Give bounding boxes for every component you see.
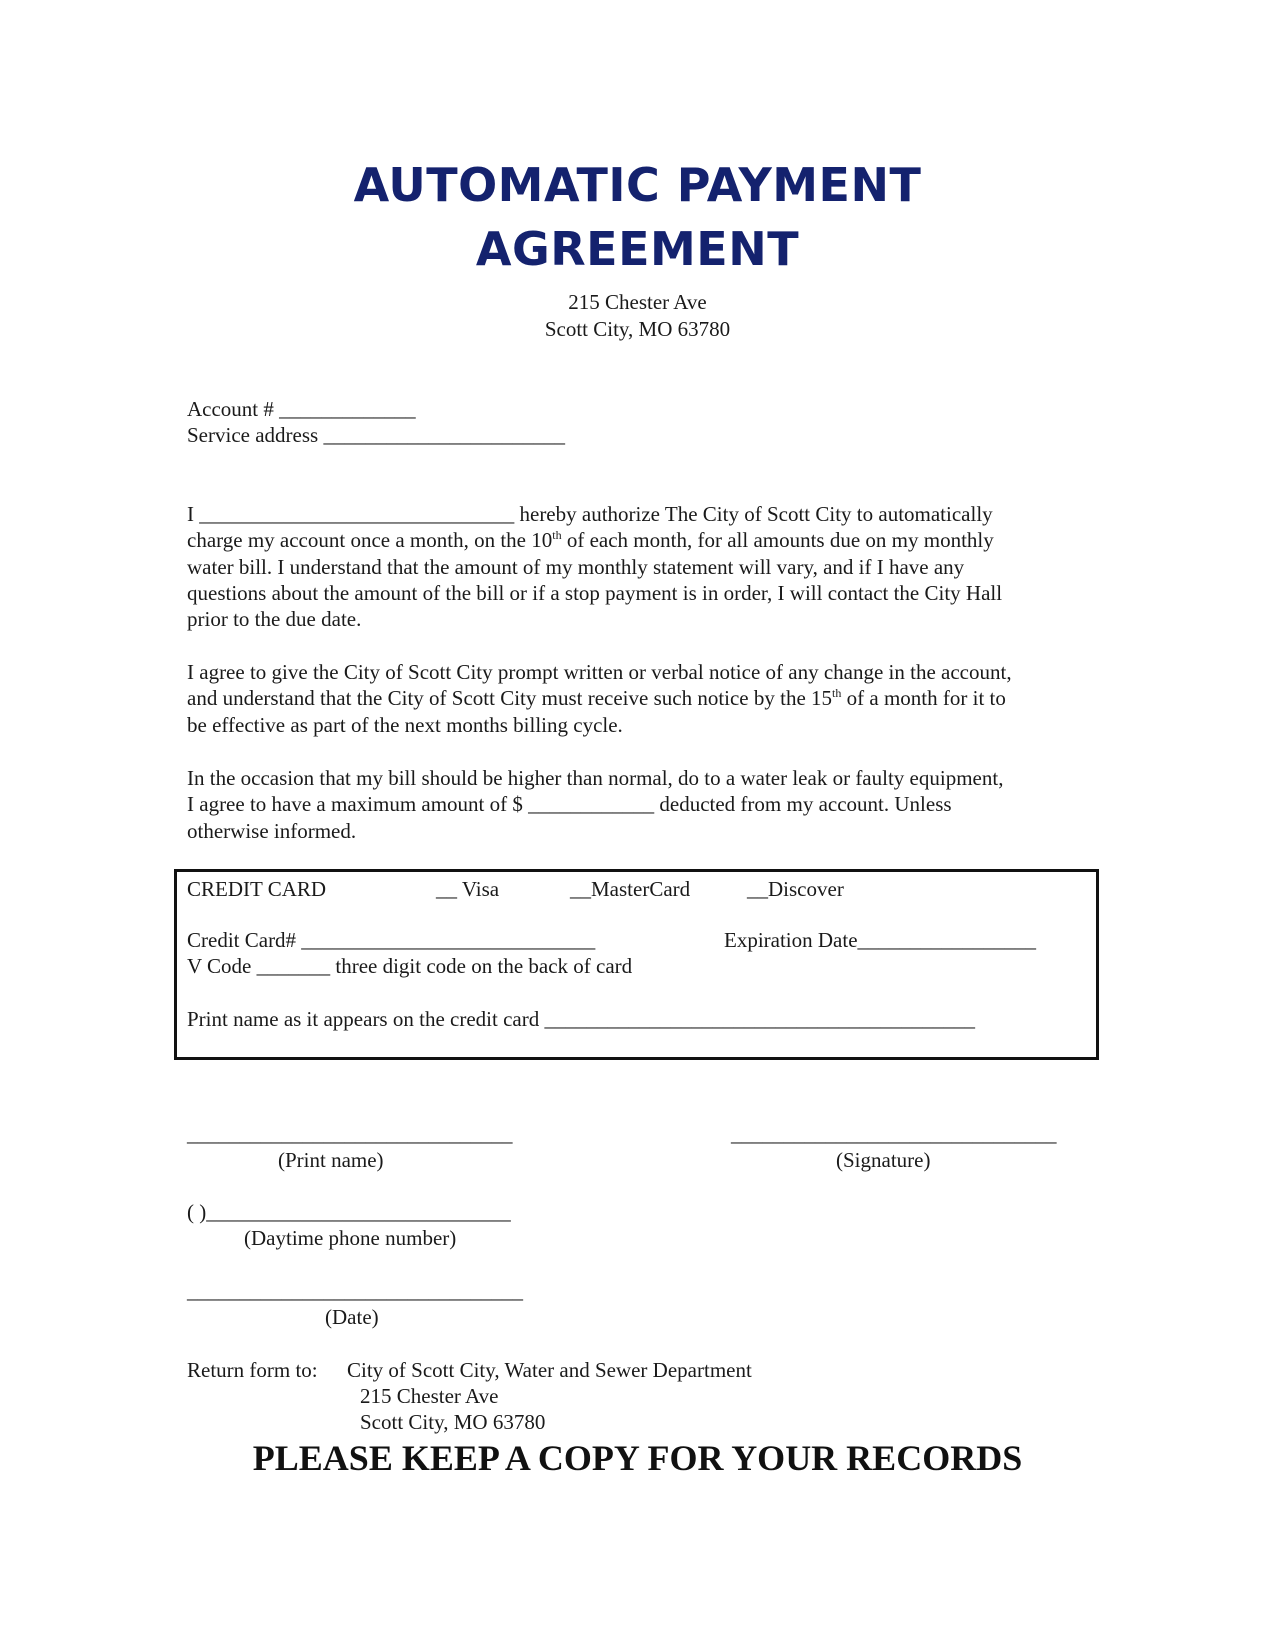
v-code-field[interactable]: V Code _______ three digit code on the back of card (187, 954, 633, 978)
authorization-line-5: prior to the due date. (187, 607, 362, 632)
page-title-line2: AGREEMENT (475, 222, 800, 276)
header-address-line2: Scott City, MO 63780 (544, 317, 731, 341)
return-address-line3: Scott City, MO 63780 (360, 1410, 546, 1434)
print-name-label: (Print name) (278, 1148, 384, 1172)
date-line[interactable]: ________________________________ (187, 1279, 523, 1303)
phone-line[interactable]: ( )_____________________________ (187, 1200, 511, 1224)
notice-line-3: be effective as part of the next months billing cycle. (187, 712, 623, 737)
phone-label: (Daytime phone number) (244, 1226, 457, 1250)
mastercard-option[interactable]: __MasterCard (570, 877, 691, 901)
account-number-field[interactable]: Account # _____________ (187, 397, 416, 421)
print-name-line[interactable]: _______________________________ (187, 1122, 513, 1146)
maximum-amount-paragraph (187, 765, 1092, 844)
authorization-line-3: water bill. I understand that the amount of my monthly statement will vary, and if I have any (187, 554, 965, 579)
return-address-line2: 215 Chester Ave (360, 1384, 499, 1408)
card-print-name-field[interactable]: Print name as it appears on the credit card _________________________________________ (187, 1007, 975, 1031)
signature-line[interactable]: _______________________________ (731, 1122, 1057, 1146)
authorization-paragraph (187, 501, 1092, 632)
notice-line-1: I agree to give the City of Scott City prompt written or verbal notice of any change in the account, (187, 660, 1012, 684)
date-label: (Date) (325, 1305, 379, 1329)
service-address-field[interactable]: Service address _______________________ (187, 423, 565, 447)
signature-label: (Signature) (836, 1148, 931, 1172)
keep-copy-notice: PLEASE KEEP A COPY FOR YOUR RECORDS (252, 1438, 1023, 1478)
credit-card-heading: CREDIT CARD (187, 877, 327, 901)
authorization-line-4: questions about the amount of the bill or if a stop payment is in order, I will contact the City Hall (187, 580, 1003, 605)
notice-paragraph (187, 659, 1092, 738)
return-address-line1: City of Scott City, Water and Sewer Department (347, 1358, 752, 1382)
notice-line-2: and understand that the City of Scott City must receive such notice by the 15th of a month for it to (187, 686, 1006, 711)
maximum-line-2[interactable]: I agree to have a maximum amount of $ ____________ deducted from my account. Unless (187, 792, 952, 817)
return-form-label: Return form to: (187, 1358, 318, 1382)
page-title-line1: AUTOMATIC PAYMENT (353, 158, 922, 212)
authorization-line-2: charge my account once a month, on the 10th of each month, for all amounts due on my monthly (187, 528, 994, 553)
authorization-line-1: I ______________________________ hereby authorize The City of Scott City to automatically (187, 502, 993, 526)
header-address-line1: 215 Chester Ave (568, 290, 707, 314)
visa-option[interactable]: __ Visa (436, 877, 500, 901)
expiration-date-field[interactable]: Expiration Date_________________ (724, 928, 1037, 952)
discover-option[interactable]: __Discover (747, 877, 844, 901)
credit-card-number-field[interactable]: Credit Card# ____________________________ (187, 928, 596, 952)
maximum-line-3: otherwise informed. (187, 818, 357, 843)
maximum-line-1: In the occasion that my bill should be higher than normal, do to a water leak or faulty equipment, (187, 766, 1004, 790)
